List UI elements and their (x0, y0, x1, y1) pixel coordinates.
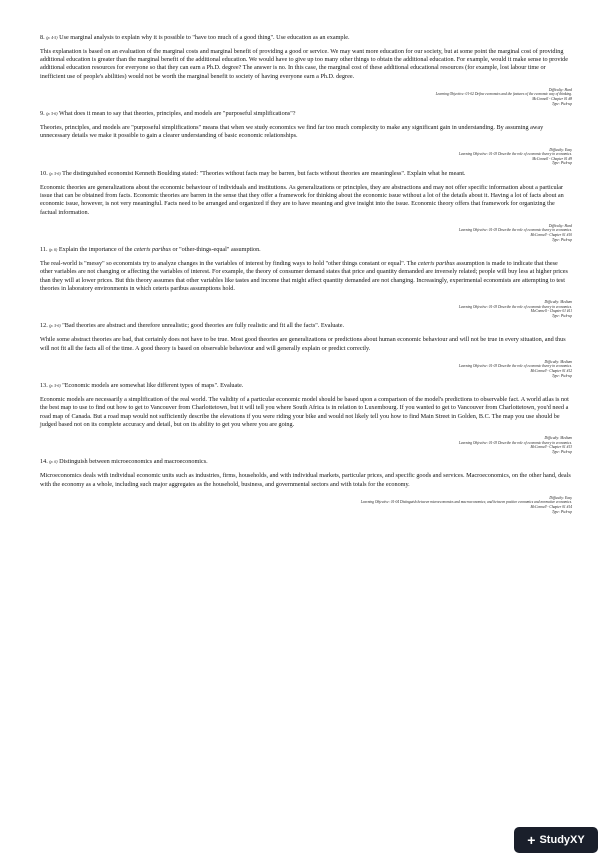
question-text: "Economic models are somewhat like different types of maps". Evaluate. (62, 382, 244, 390)
question-metadata (40, 496, 572, 514)
answer-text: Economic theories are generalizations about the economic behaviour of individuals and institutions. As generalizations or principles, they are abstractions and may not offer specific information about a particular issue that can be obtained from facts. Economic theories are barren in the sense that they offer a framework for thinking about the economic issue without a lot of the details about it. Having a lot of facts about an economic issue, however, is not very meaningful. Facts need to be arranged and organized if they are to have meaning and give insight into the issue. Economic theory offers that framework for organizing the factual information. (40, 183, 564, 216)
plus-icon: + (527, 832, 536, 848)
logo-text: StudyXY (539, 834, 585, 846)
learning-objective: Learning Objective: 01-03 Describe the role of economic theory in economics. (458, 440, 572, 445)
question-metadata (40, 436, 572, 454)
question-line (40, 34, 572, 42)
question-metadata (40, 360, 572, 378)
question-type: Type: Pick-up (552, 101, 572, 106)
question-type: Type: Pick-up (552, 313, 572, 318)
page-reference: (p. 6) (49, 460, 58, 465)
question-block-11 (40, 246, 572, 318)
learning-objective: Learning Objective: 01-03 Describe the role of economic theory in economics. (458, 228, 572, 233)
question-block-13 (40, 382, 572, 454)
question-metadata (40, 148, 572, 166)
question-line (40, 382, 572, 390)
question-text: "Bad theories are abstract and therefore unrealistic; good theories are fully realistic and fit all the facts". Evaluate. (62, 322, 345, 330)
question-number: 12. (40, 322, 48, 330)
learning-objective: Learning Objective: 01-02 Define economics and the features of the economic way of thinking. (435, 92, 572, 97)
question-number: 9. (40, 110, 45, 118)
answer-text (40, 260, 572, 293)
page-reference: (p. 5-6) (46, 112, 58, 117)
answer-text: Theories, principles, and models are "purposeful simplifications" means that when we study economics we find far too much complexity to make any significant gain in understanding. By assuming away unnecessary details we make it possible to gain a clearer understanding of basic economic relationships. (40, 124, 544, 140)
question-type: Type: Pick-up (552, 373, 572, 378)
answer-text-post: assumption is made to indicate that these other variables are not changing or affecting the variables of interest. For example, the theory of consumer demand states that price and quantity demanded are inversely related; people will buy less at higher prices than they will at lower prices. But this theory assumes that other variables like tastes and income that might affect quantity demanded are not changing. Increasingly, experimental economists are attempting to test theories in laboratory environments in which ceteris paribus assumptions hold. (40, 260, 568, 292)
learning-objective: Learning Objective: 01-03 Describe the role of economic theory in economics. (458, 364, 572, 369)
question-line (40, 170, 572, 178)
question-block-14 (40, 458, 572, 514)
source-reference: McConnell - Chapter 01 #8 (532, 97, 572, 101)
difficulty: Difficulty: Medium (544, 299, 572, 304)
question-block-10 (40, 170, 572, 242)
answer-text-pre: The real-world is "messy" so economists try to analyze changes in the variables of interest by finding ways to hold "other things constant or equal". The (40, 260, 418, 268)
question-block-9 (40, 110, 572, 166)
question-text: What does it mean to say that theories, principles, and models are "purposeful simplifications"? (59, 110, 296, 118)
question-metadata (40, 300, 572, 318)
page-reference: (p. 5-6) (49, 171, 61, 176)
answer-text: While some abstract theories are bad, that certainly does not have to be true. Most good theories are generalizations or predictions about human economic behaviour and will not be true in every situation, and thus will not fit all the facts all of the time. A good theory is based on observable behaviour and will generally explain or predict correctly. (40, 336, 566, 352)
page-reference: (p. 4-5) (46, 36, 58, 40)
question-metadata (40, 224, 572, 242)
document-page (40, 34, 572, 518)
question-number: 11. (40, 246, 48, 254)
source-reference: McConnell - Chapter 01 #12 (530, 368, 572, 373)
answer-text-emphasis: ceteris paribus (417, 260, 455, 268)
difficulty: Difficulty: Hard (548, 87, 572, 92)
page-reference: (p. 5-6) (49, 324, 61, 329)
difficulty: Difficulty: Easy (549, 495, 572, 500)
difficulty: Difficulty: Hard (548, 223, 572, 228)
learning-objective: Learning Objective: 01-04 Distinguish between microeconomics and macroeconomics; and between positive economics and normative economics. (360, 500, 572, 505)
studyxy-logo (514, 827, 598, 853)
source-reference: McConnell - Chapter 01 #11 (530, 309, 572, 314)
question-text-emphasis: ceteris paribus (133, 246, 171, 254)
source-reference: McConnell - Chapter 01 #9 (532, 156, 572, 161)
question-text: The distinguished economist Kenneth Boulding stated: "Theories without facts may be barren, but facts without theories are meaningless". Explain what he meant. (62, 169, 466, 177)
source-reference: McConnell - Chapter 01 #14 (530, 504, 572, 509)
question-number: 13. (40, 382, 48, 390)
question-type: Type: Pick-up (552, 161, 572, 166)
difficulty: Difficulty: Easy (549, 147, 572, 152)
question-type: Type: Pick-up (552, 449, 572, 454)
question-text: Distinguish between microeconomics and macroeconomics. (59, 458, 208, 466)
question-metadata (40, 88, 572, 106)
question-line (40, 458, 572, 466)
answer-text: Microeconomics deals with individual economic units such as industries, firms, households, and with individual markets, particular prices, and specific goods and services. Macroeconomics, on the other hand, deals with the economy as a whole, including such major aggregates as the household, business, and governmental sectors and with totals for the economy. (40, 472, 571, 488)
page-reference: (p. 5-6) (49, 384, 61, 389)
question-block-12 (40, 322, 572, 378)
source-reference: McConnell - Chapter 01 #10 (530, 232, 572, 237)
question-text-post: or "other-things-equal" assumption. (170, 246, 261, 254)
question-text-pre: Explain the importance of the (58, 246, 134, 254)
answer-text: This explanation is based on an evaluation of the marginal costs and marginal benefit of providing a good or service. We may want more education for our society, but at some point the marginal cost of providing additional education is greater than the marginal benefit of the additional education. We would have to give up too many other things to obtain the additional education. For example, would it make sense to provide additional education resources for everyone so that they can earn a Ph.D. degree? The answer is no. In this case, the marginal cost of these additional educational resources (for example, lost labour time or inefficient use of people's abilities) would not be worth the marginal benefit to society of having everyone earn a Ph.D. degree. (40, 48, 568, 80)
question-number: 10. (40, 169, 48, 177)
question-line (40, 322, 572, 330)
answer-text: Economic models are necessarily a simplification of the real world. The validity of a particular economic model should be based upon a comparison of the model's predictions to observable fact. A world atlas is not the best map to use to find out how to get to Vancouver from Charlottetown, but it will tell you where South Africa is in relation to Luxembourg. If you wanted to get to Vancouver from Charlottetown, you'd need a road map of Canada. But a road map would not sufficiently describe the elevations if you were riding your bike and would not likely tell you how to find Main Street in Golden, B.C. The map you use should be judged based not on its complete accuracy and detail, but on its ability to get you where you are going. (40, 396, 569, 428)
page-reference: (p. 6) (49, 248, 58, 253)
question-line (40, 246, 572, 254)
question-type: Type: Pick-up (552, 237, 572, 242)
question-line (40, 110, 572, 118)
learning-objective: Learning Objective: 01-03 Describe the role of economic theory in economics. (458, 304, 572, 309)
question-number: 8. (40, 34, 45, 41)
learning-objective: Learning Objective: 01-03 Describe the role of economic theory in economics. (458, 152, 572, 157)
question-text: Use marginal analysis to explain why it is possible to "have too much of a good thing". Use education as an example. (59, 34, 350, 41)
question-type: Type: Pick-up (552, 509, 572, 514)
question-number: 14. (40, 458, 48, 466)
difficulty: Difficulty: Medium (544, 435, 572, 440)
question-block-8 (40, 34, 572, 106)
source-reference: McConnell - Chapter 01 #13 (530, 445, 572, 450)
difficulty: Difficulty: Medium (544, 359, 572, 364)
